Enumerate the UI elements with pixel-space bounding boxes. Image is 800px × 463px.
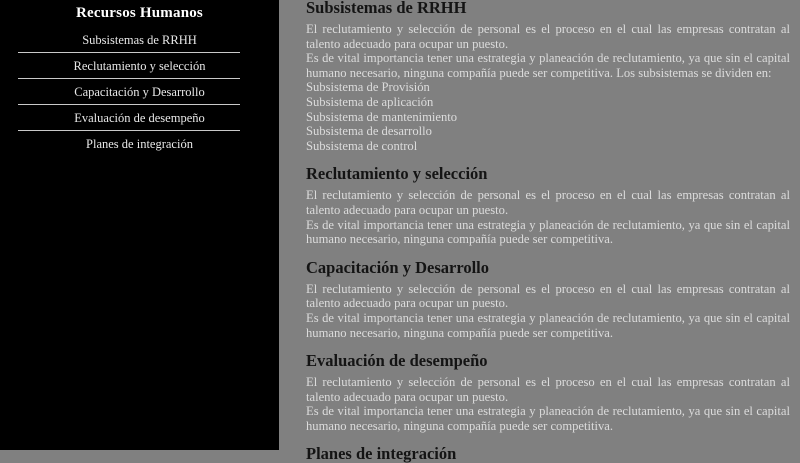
section-spacer [306, 433, 790, 444]
section-paragraph: El reclutamiento y selección de personal es el proceso en el cual las empresas contratan al talento adecuado para ocupar un puesto. [306, 22, 790, 51]
section-planes [306, 444, 790, 463]
subsystem-list [306, 80, 790, 153]
section-heading: Reclutamiento y selección [306, 164, 488, 184]
section-heading: Capacitación y Desarrollo [306, 257, 490, 277]
main-content [279, 0, 800, 463]
section-spacer [306, 153, 790, 164]
section-paragraph: Es de vital importancia tener una estrategia y planeación de reclutamiento, ya que sin el capital humano necesario, ninguna compañía puede ser competitiva. [306, 404, 790, 433]
list-item: Subsistema de Provisión [306, 80, 430, 95]
section-subsistemas [306, 0, 790, 153]
section-heading: Evaluación de desempeño [306, 351, 488, 371]
section-capacitacion [306, 258, 790, 340]
section-paragraph: El reclutamiento y selección de personal es el proceso en el cual las empresas contratan al talento adecuado para ocupar un puesto. [306, 188, 790, 217]
sidebar-item-label: Evaluación de desempeño [74, 110, 205, 125]
sidebar-item-evaluacion[interactable] [0, 105, 279, 130]
list-item: Subsistema de mantenimiento [306, 109, 458, 124]
section-paragraph: Es de vital importancia tener una estrategia y planeación de reclutamiento, ya que sin el capital humano necesario, ninguna compañía puede ser competitiva. [306, 217, 790, 247]
sidebar-item-planes[interactable] [0, 131, 279, 156]
sidebar-item-capacitacion[interactable] [0, 79, 279, 104]
sidebar [0, 0, 279, 450]
sidebar-title: Recursos Humanos [76, 5, 203, 21]
section-reclutamiento [306, 164, 790, 246]
section-paragraph: El reclutamiento y selección de personal es el proceso en el cual las empresas contratan al talento adecuado para ocupar un puesto. [306, 281, 790, 311]
list-item: Subsistema de desarrollo [306, 124, 432, 139]
section-evaluacion [306, 351, 790, 433]
section-heading: Planes de integración [306, 444, 457, 463]
section-paragraph: Es de vital importancia tener una estrategia y planeación de reclutamiento, ya que sin el capital humano necesario, ninguna compañía puede ser competitiva. [306, 310, 790, 340]
section-paragraph: El reclutamiento y selección de personal es el proceso en el cual las empresas contratan al talento adecuado para ocupar un puesto. [306, 375, 790, 404]
section-spacer [306, 247, 790, 258]
section-heading: Subsistemas de RRHH [306, 0, 467, 17]
sidebar-item-label: Planes de integración [86, 136, 193, 151]
sidebar-item-label: Subsistemas de RRHH [82, 32, 197, 47]
sidebar-item-subsistemas[interactable] [0, 27, 279, 52]
list-item: Subsistema de aplicación [306, 94, 434, 109]
sidebar-nav [0, 27, 279, 156]
sidebar-item-reclutamiento[interactable] [0, 53, 279, 78]
sidebar-item-label: Reclutamiento y selección [73, 58, 206, 73]
sidebar-item-label: Capacitación y Desarrollo [74, 84, 205, 99]
section-spacer [306, 340, 790, 351]
section-paragraph: Es de vital importancia tener una estrategia y planeación de reclutamiento, ya que sin el capital humano necesario, ninguna compañía puede ser competitiva. Los subsistemas se dividen en: [306, 51, 790, 80]
list-item: Subsistema de control [306, 138, 418, 153]
